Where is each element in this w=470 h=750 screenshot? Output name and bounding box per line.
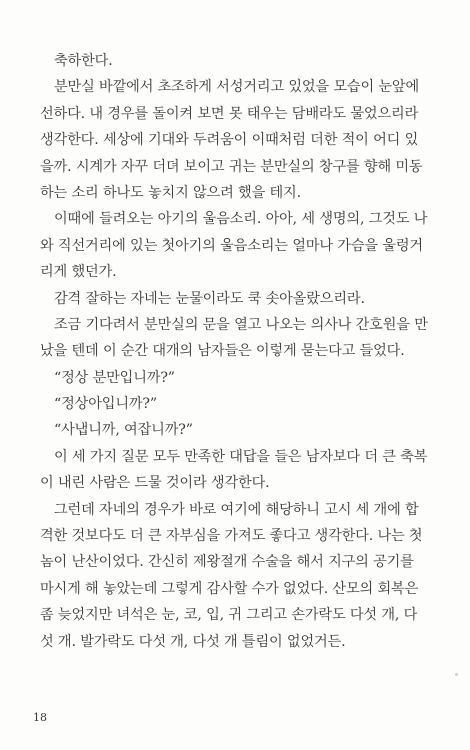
dialogue-line: “정상아입니까?” — [54, 396, 157, 413]
dialogue-line: “정상 분만입니까?” — [54, 369, 175, 386]
text-line: 분만실 바깥에서 초조하게 서성거리고 있었을 모습이 눈앞에 — [54, 79, 420, 96]
text-line: 놈이 난산이었다. 간신히 제왕절개 수술을 해서 지구의 공기를 — [40, 554, 414, 571]
text-line: 조금 기다려서 분만실의 문을 열고 나오는 의사나 간호원을 만 — [54, 316, 428, 333]
text-line: 마시게 해 놓았는데 그렇게 감사할 수가 없었다. 산모의 회복은 — [40, 580, 419, 597]
text-line: 그런데 자네의 경우가 바로 여기에 해당하니 고시 세 개에 합 — [54, 501, 419, 518]
text-line: 격한 것보다도 더 큰 자부심을 가져도 좋다고 생각한다. 나는 첫 — [40, 528, 423, 545]
dialogue-line: “사냅니까, 여잡니까?” — [54, 422, 193, 439]
text-line: 이 내린 사람은 드물 것이라 생각한다. — [40, 475, 270, 492]
paper-speck — [455, 673, 458, 676]
text-line: 이때에 들려오는 아기의 울음소리. 아아, 세 생명의, 그것도 나 — [54, 211, 428, 228]
text-line: 리게 했던가. — [40, 264, 117, 281]
text-line: 생각한다. 세상에 기대와 두려움이 이때처럼 더한 적이 어디 있 — [40, 132, 419, 149]
body-text — [40, 48, 435, 655]
page-number: 18 — [33, 711, 47, 724]
text-line: 좀 늦었지만 녀석은 눈, 코, 입, 귀 그리고 손가락도 다섯 개, 다 — [40, 607, 418, 624]
text-line: 이 세 가지 질문 모두 만족한 대답을 들은 남자보다 더 큰 축복 — [54, 448, 428, 465]
text-line: 감격 잘하는 자네는 눈물이라도 쿡 솟아올랐으리라. — [54, 290, 365, 307]
text-line: 와 직선거리에 있는 첫아기의 울음소리는 얼마나 가슴을 울렁거 — [40, 237, 423, 254]
text-line: 섯 개. 발가락도 다섯 개, 다섯 개 틀림이 없었거든. — [40, 633, 346, 650]
text-line: 축하한다. — [54, 53, 113, 69]
text-line: 하는 소리 하나도 놓치지 않으려 했을 테지. — [40, 184, 301, 201]
text-line: 났을 텐데 이 순간 대개의 남자들은 이렇게 묻는다고 들었다. — [40, 343, 405, 360]
text-line: 을까. 시계가 자꾸 더뎌 보이고 귀는 분만실의 창구를 향해 미동 — [40, 158, 423, 175]
text-line: 선하다. 내 경우를 돌이켜 보면 못 태우는 담배라도 물었으리라 — [40, 105, 419, 122]
